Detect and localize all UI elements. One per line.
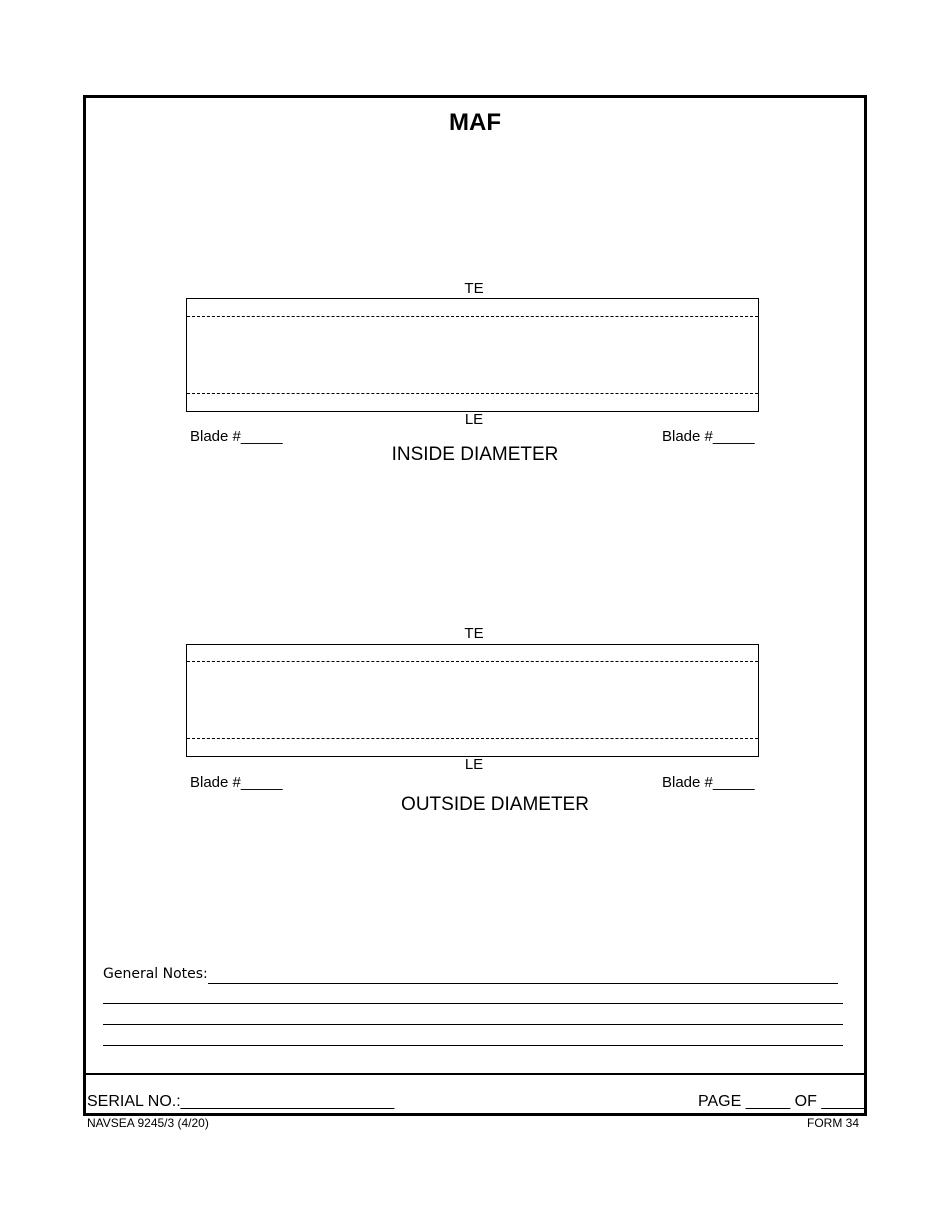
inside-blade-left-field[interactable]: Blade #_____ bbox=[190, 428, 283, 445]
form-number-label: FORM 34 bbox=[807, 1116, 860, 1130]
general-notes-label: General Notes: bbox=[103, 966, 208, 982]
inside-diameter-caption: INSIDE DIAMETER bbox=[391, 444, 559, 465]
page-of-field[interactable]: PAGE _____ OF _____ bbox=[698, 1093, 866, 1110]
outside-le-dashed-line bbox=[187, 738, 758, 739]
outside-te-dashed-line bbox=[187, 661, 758, 662]
outside-blade-right-field[interactable]: Blade #_____ bbox=[662, 774, 755, 791]
serial-number-field[interactable]: SERIAL NO.:________________________ bbox=[87, 1093, 395, 1110]
general-notes-line-2[interactable] bbox=[103, 1003, 843, 1004]
outside-te-label: TE bbox=[464, 625, 484, 642]
outside-blade-diagram bbox=[186, 644, 759, 757]
inside-te-dashed-line bbox=[187, 316, 758, 317]
form-border bbox=[83, 95, 867, 1116]
outside-diameter-caption: OUTSIDE DIAMETER bbox=[401, 794, 589, 815]
inside-le-label: LE bbox=[464, 411, 484, 428]
outside-blade-left-field[interactable]: Blade #_____ bbox=[190, 774, 283, 791]
form-id-label: NAVSEA 9245/3 (4/20) bbox=[87, 1116, 209, 1130]
outside-le-label: LE bbox=[464, 756, 484, 773]
inside-te-label: TE bbox=[464, 280, 484, 297]
general-notes-line-3[interactable] bbox=[103, 1024, 843, 1025]
general-notes-line-1[interactable] bbox=[208, 983, 838, 984]
form-title: MAF bbox=[449, 109, 501, 136]
footer-divider bbox=[83, 1073, 864, 1075]
inside-le-dashed-line bbox=[187, 393, 758, 394]
general-notes-line-4[interactable] bbox=[103, 1045, 843, 1046]
inside-blade-right-field[interactable]: Blade #_____ bbox=[662, 428, 755, 445]
inside-blade-diagram bbox=[186, 298, 759, 412]
